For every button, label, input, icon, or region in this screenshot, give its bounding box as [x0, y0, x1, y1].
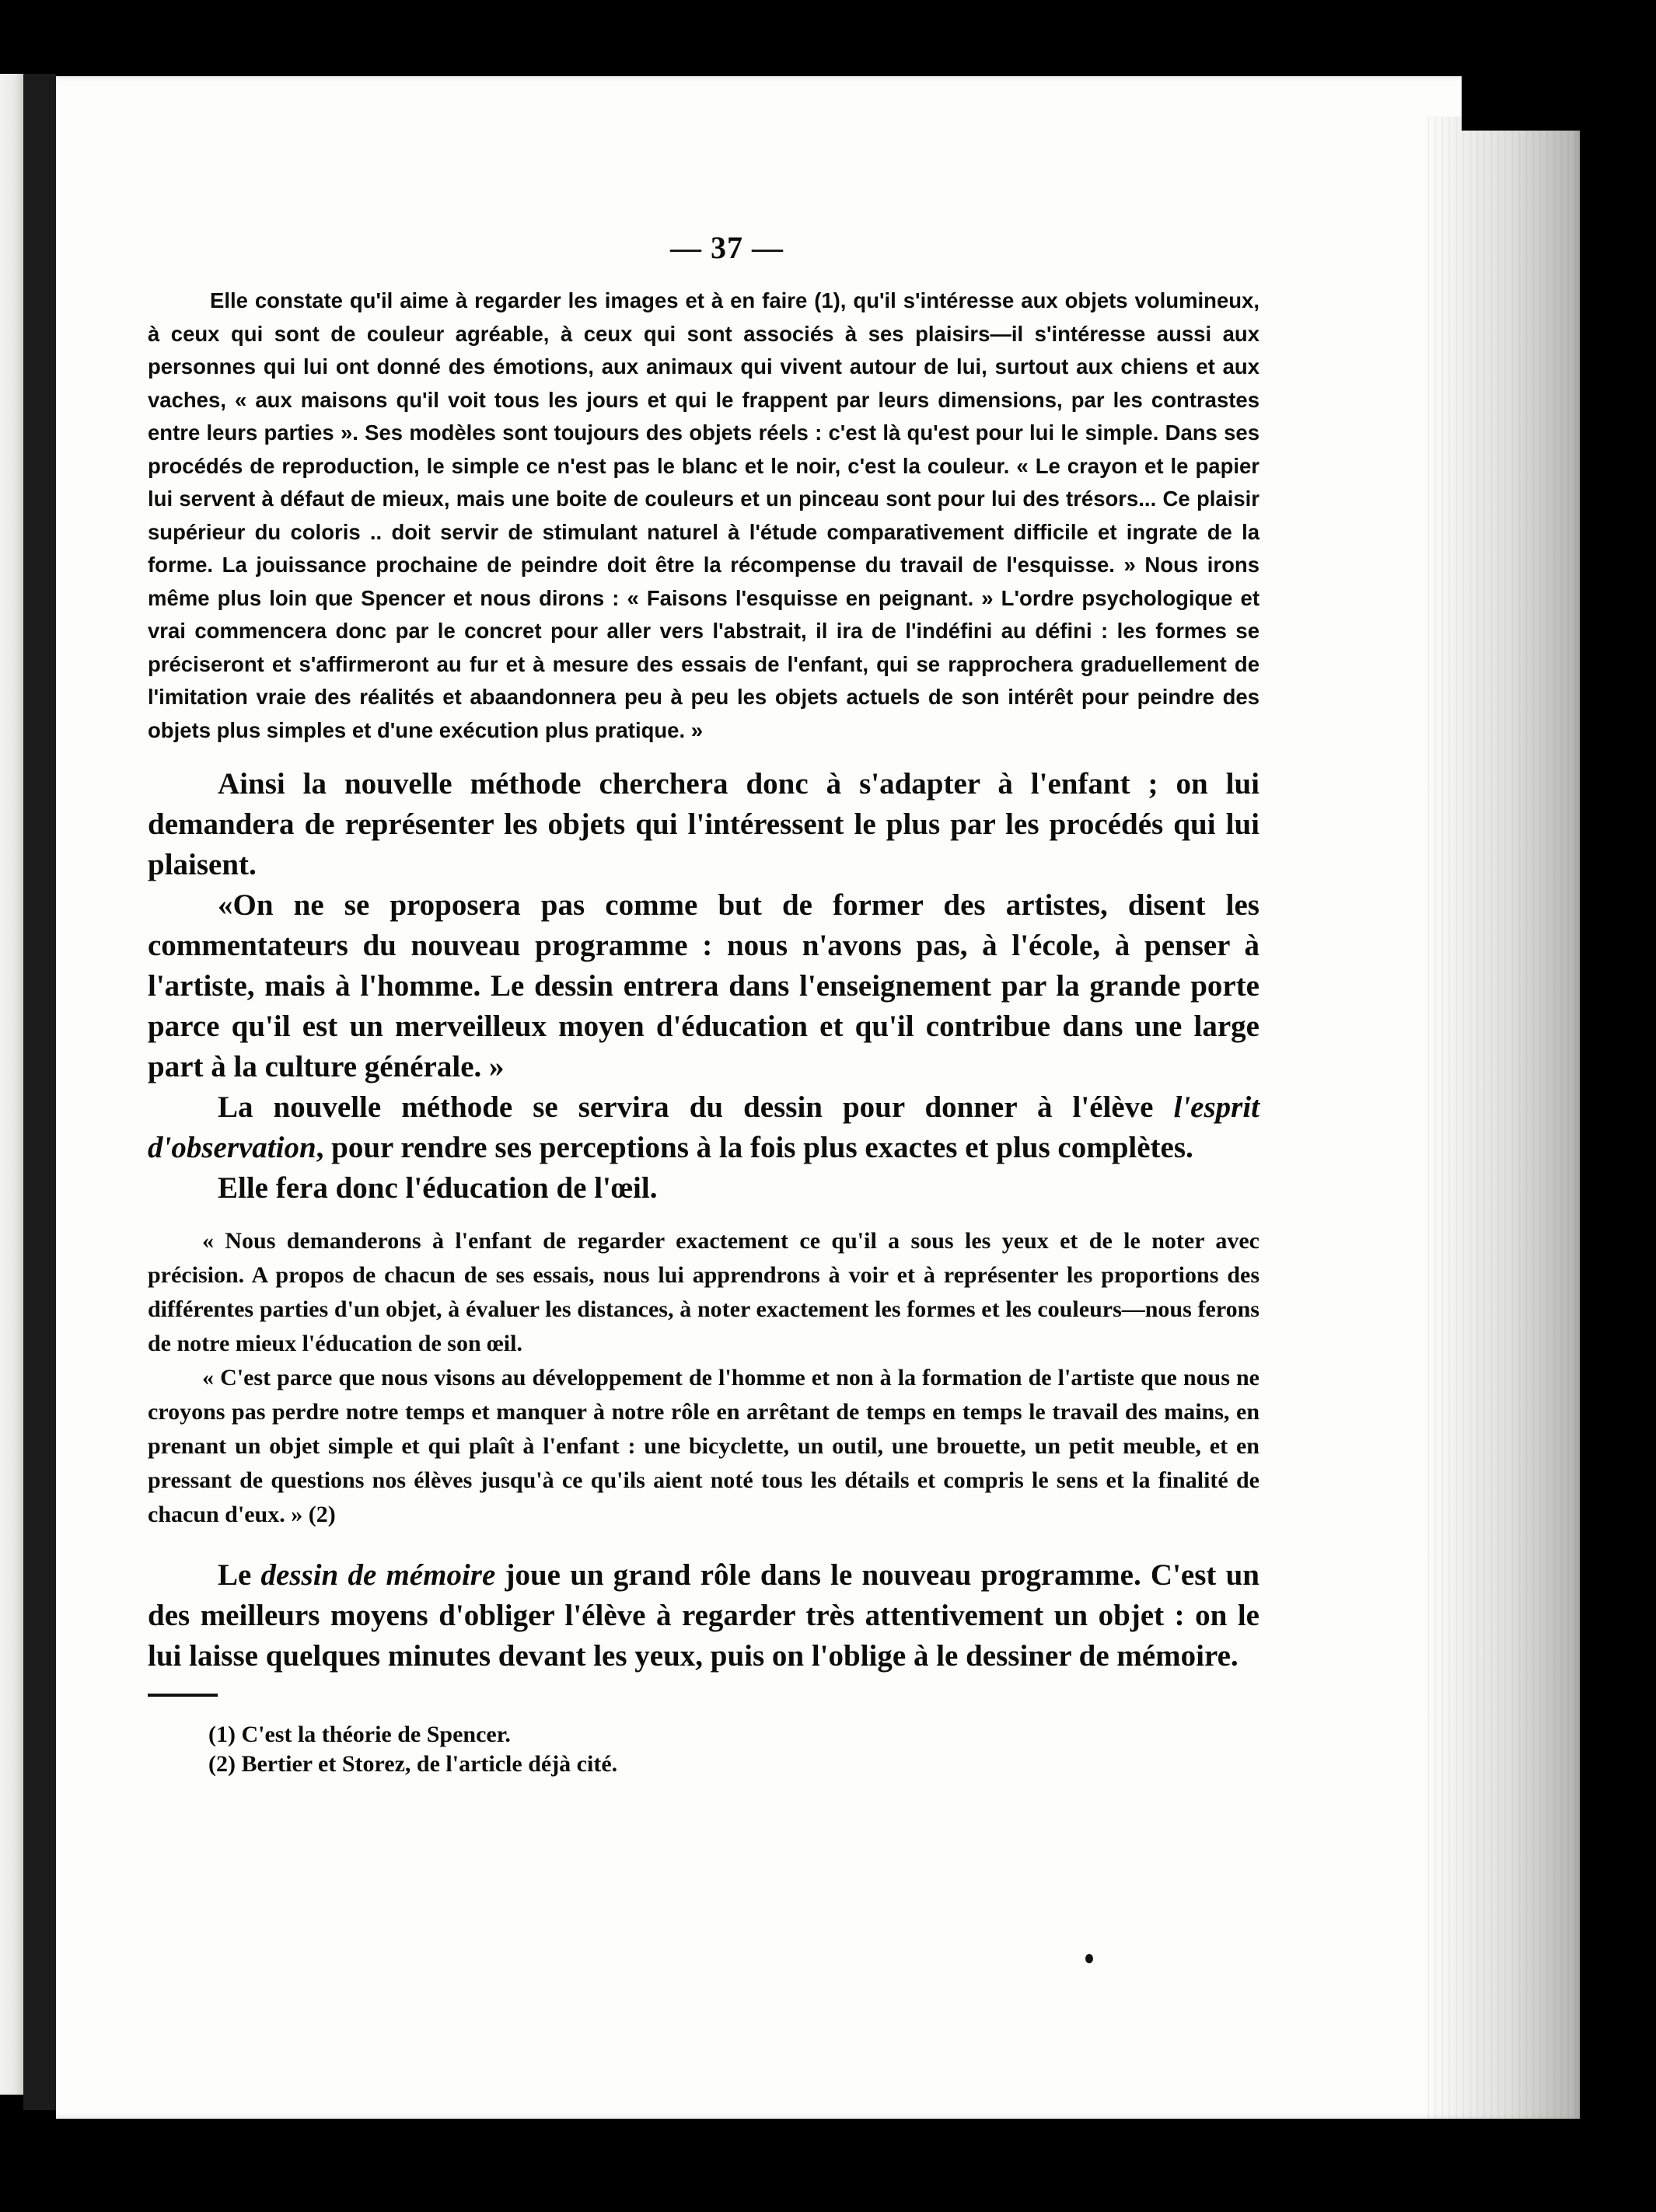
quotation-block	[148, 1224, 1259, 1532]
paragraph-observation	[148, 1087, 1259, 1168]
footnote-divider	[148, 1694, 218, 1697]
paragraph-method: Ainsi la nouvelle méthode cherchera donc à s'adapter à l'enfant ; on lui demandera de représenter les objets qui l'intéressent le plus par les procédés qui lui plaisent.	[148, 767, 1259, 881]
observation-italic-term: l'esprit d'observation	[148, 1090, 1259, 1164]
book-gutter-shadow	[23, 74, 56, 2110]
paragraph-memory-drawing	[148, 1555, 1259, 1676]
paragraph-intro: Elle constate qu'il aime à regarder les images et à en faire (1), qu'il s'intéresse aux objets volumineux, à ceux qui sont de couleur agréable, à ceux qui sont associés à ses plaisirs—il s'intéresse aussi aux personnes qui lui ont donné des émotions, aux animaux qui vivent autour de lui, surtout aux chiens et aux vaches, « aux maisons qu'il voit tous les jours et qui le frappent par leurs dimensions, par les contrastes entre leurs parties ». Ses modèles sont toujours des objets réels : c'est là qu'est pour lui le simple. Dans ses procédés de reproduction, le simple ce n'est pas le blanc et le noir, c'est la couleur. « Le crayon et le papier lui servent à défaut de mieux, mais une boite de couleurs et un pinceau sont pour lui des trésors... Ce plaisir supérieur du coloris .. doit servir de stimulant naturel à l'étude comparativement difficile et ingrate de la forme. La jouissance prochaine de peindre doit être la récompense du travail de l'esquisse. » Nous irons même plus loin que Spencer et nous dirons : « Faisons l'esquisse en peignant. » L'ordre psychologique et vrai commencera donc par le concret pour aller vers l'abstrait, il ira de l'indéfini au défini : les formes se préciseront et s'affirmeront au fur et à mesure des essais de l'enfant, qui se rapprochera graduellement de l'imitation vraie des réalités et abaandonnera peu à peu les objets actuels de son intérêt pour peindre des objets plus simples et d'une exécution plus pratique. »	[148, 288, 1259, 742]
paragraph-eye-education: Elle fera donc l'éducation de l'œil.	[218, 1171, 658, 1205]
page-corner-shadow	[1462, 76, 1580, 131]
page-edge-texture	[1423, 117, 1580, 2119]
previous-page-edge	[0, 74, 23, 2095]
footnote-1: (1) C'est la théorie de Spencer.	[208, 1722, 511, 1747]
memory-text-before: Le	[218, 1558, 261, 1592]
observation-text-before: La nouvelle méthode se servira du dessin pour donner à l'élève	[218, 1090, 1174, 1124]
memory-italic-term: dessin de mémoire	[260, 1558, 496, 1592]
memory-drawing-block	[148, 1555, 1259, 1676]
page-content	[148, 229, 1259, 1779]
footnotes	[208, 1720, 1259, 1779]
paragraph-commentators: «On ne se proposera pas comme but de former des artistes, disent les commentateurs du nouveau programme : nous n'avons pas, à l'école, à penser à l'artiste, mais à l'homme. Le dessin entrera dans l'enseignement par la grande porte parce qu'il est un merveilleux moyen d'éducation et qu'il contribue dans une large part à la culture générale. »	[148, 888, 1259, 1083]
ink-speck	[1085, 1954, 1093, 1963]
footnote-2: (2) Bertier et Storez, de l'article déjà cité.	[208, 1751, 618, 1777]
main-text-block	[148, 764, 1259, 1209]
quotation-paragraph: « C'est parce que nous visons au développement de l'homme et non à la formation de l'artiste que nous ne croyons pas perdre notre temps et manquer à notre rôle en arrêtant de temps en temps le travail des mains, en prenant un objet simple et qui plaît à l'enfant : une bicyclette, un outil, une brouette, un petit meuble, et en pressant de questions nos élèves jusqu'à ce qu'ils aient noté tous les détails et compris le sens et la finalité de chacun d'eux. » (2)	[148, 1365, 1259, 1527]
observation-text-after: , pour rendre ses perceptions à la fois plus exactes et plus complètes.	[316, 1131, 1193, 1164]
quotation-paragraph: « Nous demanderons à l'enfant de regarder exactement ce qu'il a sous les yeux et de le noter avec précision. A propos de chacun de ses essais, nous lui apprendrons à voir et à représenter les proportions des différentes parties d'un objet, à évaluer les distances, à noter exactement les formes et les couleurs—nous ferons de notre mieux l'éducation de son œil.	[148, 1228, 1259, 1356]
memory-text-after: joue un grand rôle dans le nouveau programme. C'est un des meilleurs moyens d'obliger l'élève à regarder très attentivement un objet : on le lui laisse quelques minutes devant les yeux, puis on l'oblige à le dessiner de mémoire.	[148, 1558, 1259, 1673]
page-number: — 37 —	[670, 230, 784, 265]
